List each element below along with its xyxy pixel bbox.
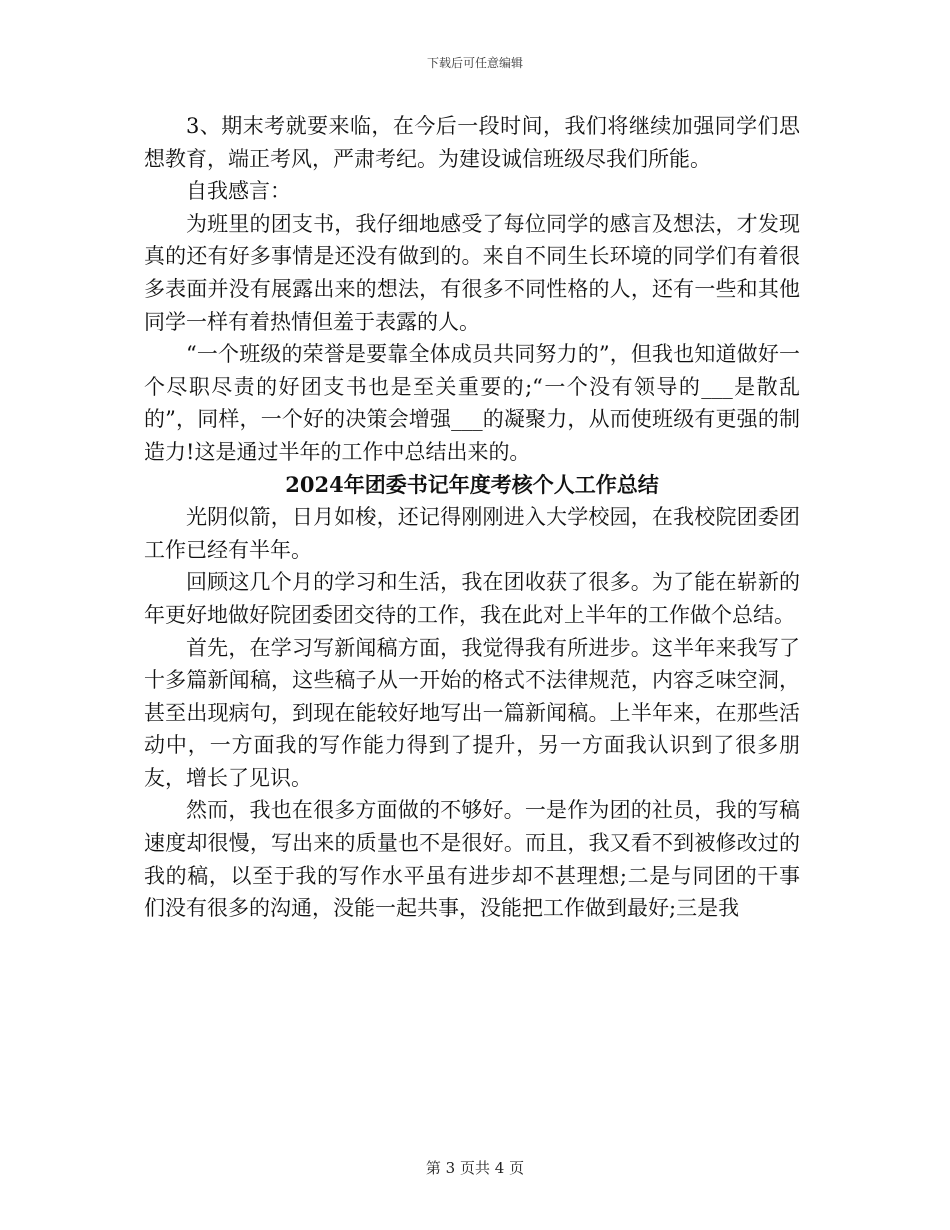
paragraph-intro: 光阴似箭，日月如梭，还记得刚刚进入大学校园，在我校院团委团工作已经有半年。 bbox=[144, 505, 800, 562]
paragraph-self-reflection: 为班里的团支书，我仔细地感受了每位同学的感言及想法，才发现真的还有好多事情是还没有做到的。来自不同生长环境的同学们有着很多表面并没有展露出来的想法，有很多不同性格的人，还有一些和其他同学一样有着热情但羞于表露的人。 bbox=[144, 211, 800, 334]
section-title: 2024年团委书记年度考核个人工作总结 bbox=[285, 471, 659, 497]
paragraph-self-reflection-label: 自我感言： bbox=[186, 179, 291, 204]
page-number-footer: 第 3 页共 4 页 bbox=[425, 1159, 525, 1177]
paragraph-shortcomings: 然而，我也在很多方面做的不够好。一是作为团的社员，我的写稿速度却很慢，写出来的质量也不是很好。而且，我又看不到被修改过的我的稿，以至于我的写作水平虽有进步却不甚理想;二是与同团的干事们没有很多的沟通，没能一起共事，没能把工作做到最好;三是我 bbox=[144, 798, 800, 921]
paragraph-review: 回顾这几个月的学习和生活，我在团收获了很多。为了能在崭新的年更好地做好院团委团交待的工作，我在此对上半年的工作做个总结。 bbox=[144, 570, 800, 627]
paragraph-news-writing: 首先，在学习写新闻稿方面，我觉得我有所进步。这半年来我写了十多篇新闻稿，这些稿子从一开始的格式不法律规范，内容乏味空洞，甚至出现病句，到现在能较好地写出一篇新闻稿。上半年来，在那些活动中，一方面我的写作能力得到了提升，另一方面我认识到了很多朋友，增长了见识。 bbox=[144, 635, 800, 790]
paragraph-exam-plan: 3、期末考就要来临，在今后一段时间，我们将继续加强同学们思想教育，端正考风，严肃考纪。为建设诚信班级尽我们所能。 bbox=[144, 114, 800, 171]
paragraph-class-honor: “一个班级的荣誉是要靠全体成员共同努力的”，但我也知道做好一个尽职尽责的好团支书也是至关重要的;“一个没有领导的___是散乱的”，同样，一个好的决策会增强___的凝聚力，从而使班级有更强的制造力!这是通过半年的工作中总结出来的。 bbox=[144, 342, 800, 464]
header-note: 下载后可任意编辑 bbox=[426, 56, 523, 70]
document-body bbox=[144, 110, 800, 925]
